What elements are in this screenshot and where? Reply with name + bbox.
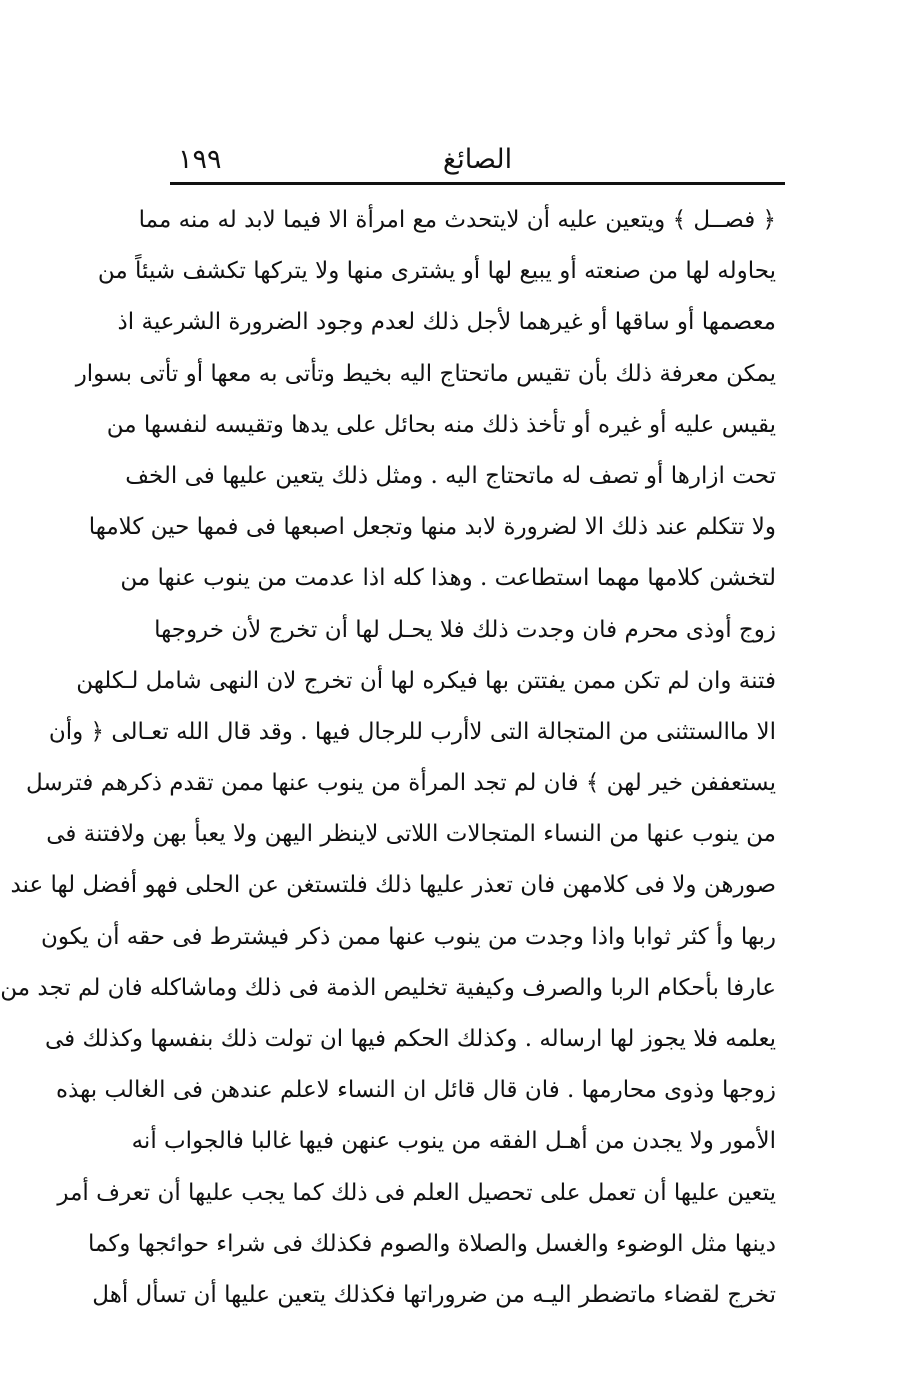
text-line: ولا تتكلم عند ذلك الا لضرورة لابد منها وتجعل اصبعها فى فمها حين كلامها [88,514,776,541]
text-line: يحاوله لها من صنعته أو يبيع لها أو يشترى منها ولا يتركها تكشف شيئاً من [97,258,776,285]
text-line: صورهن ولا فى كلامهن فان تعذر عليها ذلك فلتستغن عن الحلى فهو أفضل لها عند [10,872,776,899]
page-header [170,140,785,182]
text-line: يمكن معرفة ذلك بأن تقيس ماتحتاج اليه بخيط وتأتى به معها أو تأتى بسوار [75,360,776,387]
text-line: زوج أوذى محرم فان وجدت ذلك فلا يحـل لها أن تخرج لأن خروجها [154,616,776,643]
text-line: يقيس عليه أو غيره أو تأخذ ذلك منه بحائل على يدها وتقيسه لنفسها من [106,411,776,438]
text-line: من ينوب عنها من النساء المتجالات اللاتى لاينظر اليهن ولا يعبأ بهن ولافتنة فى [46,821,776,848]
text-line: زوجها وذوى محارمها . فان قال قائل ان النساء لاعلم عندهن فى الغالب بهذه [56,1077,776,1104]
page-number: ١٩٩ [178,144,222,175]
running-title: الصائغ [442,144,513,175]
body-text [0,195,776,1321]
text-line: يتعين عليها أن تعمل على تحصيل العلم فى ذلك كما يجب عليها أن تعرف أمر [57,1179,776,1206]
text-line: تخرج لقضاء ماتضطر اليـه من ضروراتها فكذلك يتعين عليها أن تسأل أهل [92,1281,776,1308]
text-line: تحت ازارها أو تصف له ماتحتاج اليه . ومثل ذلك يتعين عليها فى الخف [125,462,776,489]
text-line: فتنة وان لم تكن ممن يفتتن بها فيكره لها أن تخرج لان النهى شامل لـكلهن [76,667,776,694]
text-line: الأمور ولا يجدن من أهـل الفقه من ينوب عنهن فيها غالبا فالجواب أنه [131,1128,776,1155]
text-line: دينها مثل الوضوء والغسل والصلاة والصوم فكذلك فى شراء حوائجها وكما [87,1230,776,1257]
text-line: ربها وأ كثر ثوابا واذا وجدت من ينوب عنها ممن ذكر فيشترط فى حقه أن يكون [41,923,776,950]
text-line: يعلمه فلا يجوز لها ارساله . وكذلك الحكم فيها ان تولت ذلك بنفسها وكذلك فى [45,1026,776,1052]
text-line: ﴿ فصــل ﴾ ويتعين عليه أن لايتحدث مع امرأة الا فيما لابد له منه مما [138,207,776,233]
header-rule [170,182,785,185]
text-line: لتخشن كلامها مهما استطاعت . وهذا كله اذا عدمت من ينوب عنها من [120,565,776,592]
text-line: معصمها أو ساقها أو غيرهما لأجل ذلك لعدم وجود الضرورة الشرعية اذ [117,309,776,336]
text-line: عارفا بأحكام الربا والصرف وكيفية تخليص الذمة فى ذلك وماشاكله فان لم تجد من [0,974,776,1001]
text-line: يستعففن خير لهن ﴾ فان لم تجد المرأة من ينوب عنها ممن تقدم ذكرهم فترسل [26,770,776,797]
text-line: الا ماالستثنى من المتجالة التى لاأرب للرجال فيها . وقد قال الله تعـالى ﴿ وأن [48,718,776,745]
